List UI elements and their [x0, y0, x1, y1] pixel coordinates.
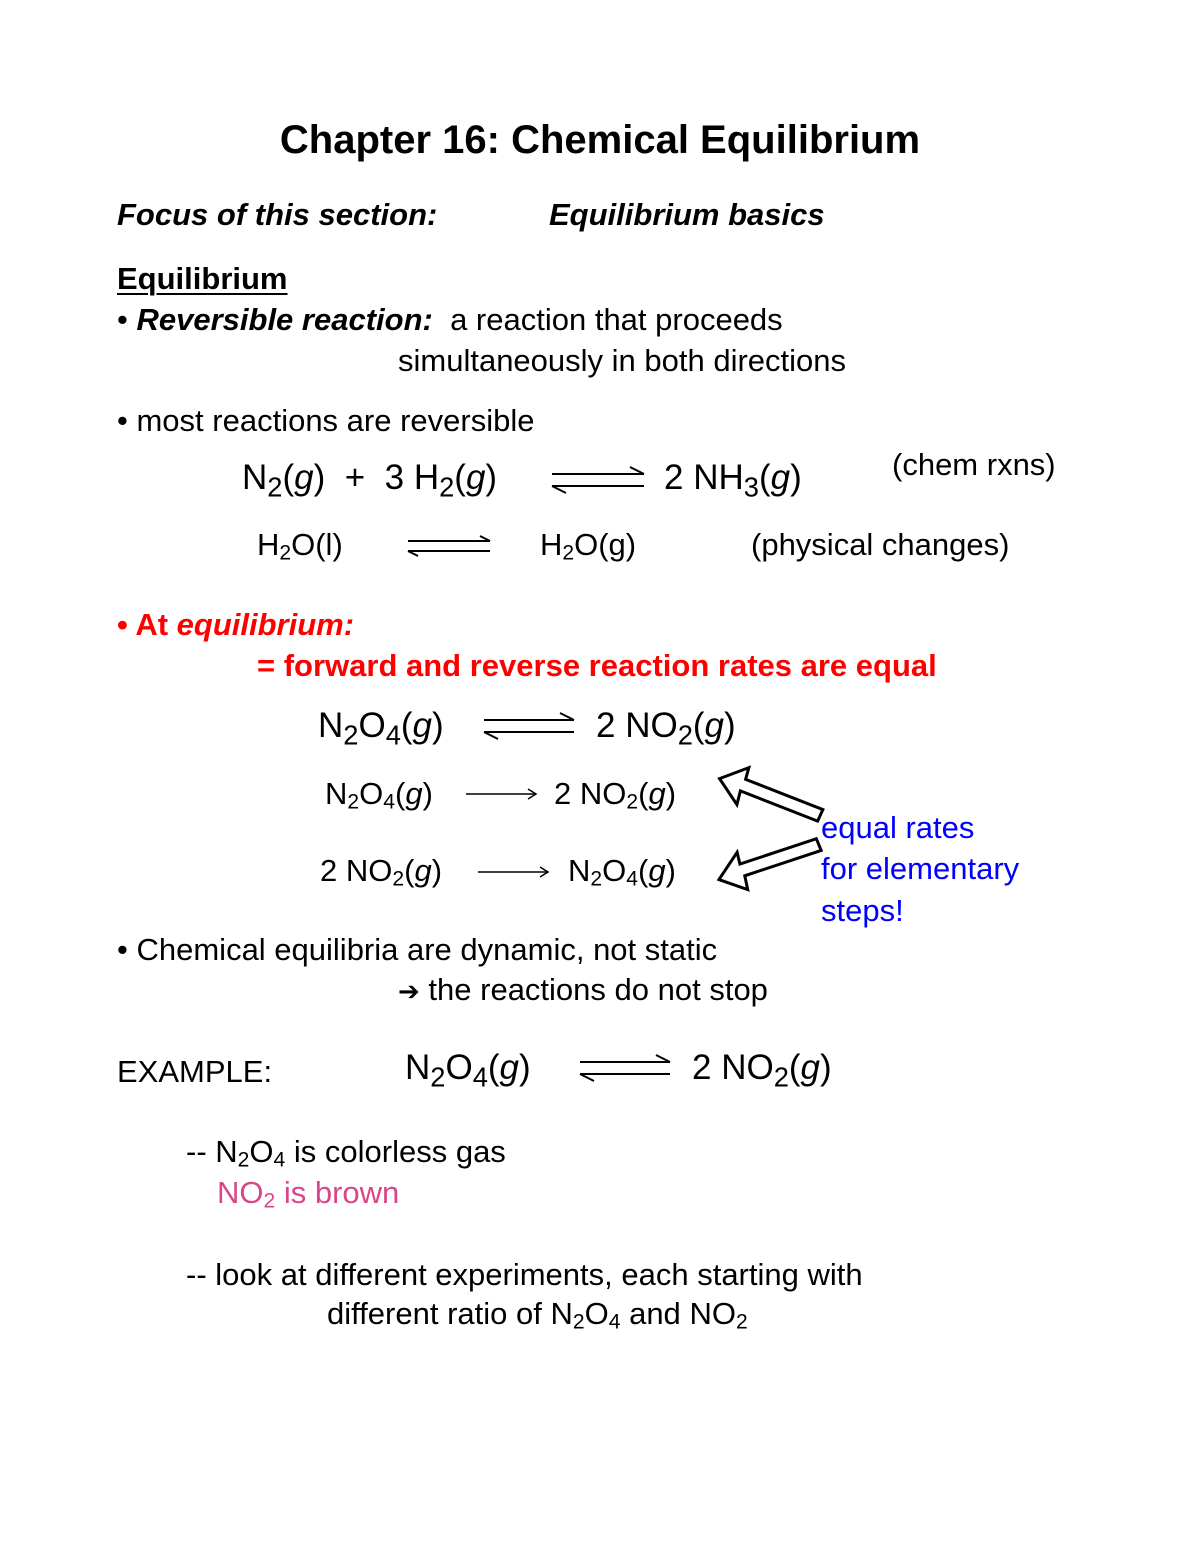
n2o4-equilibrium-left: $N_2O_4(g)$ [318, 706, 444, 751]
equilibrium-arrow-icon [550, 466, 646, 494]
equilibrium-arrow-icon [482, 712, 576, 740]
bullet: • [117, 403, 128, 438]
dynamic-line2: ➔ the reactions do not stop [398, 972, 768, 1007]
reverse-step-right: $N_2O_4(g)$ [568, 853, 676, 891]
phys-reaction-right: $H_2O(g)$ [540, 527, 637, 565]
block-arrow-upper-icon [712, 768, 822, 830]
annotation-line2: for elementary [821, 851, 1020, 886]
block-arrow-lower-icon [712, 836, 822, 894]
annotation-line3: steps! [821, 893, 904, 928]
example-note-ratio: different ratio of $N_2O_4$ and $NO_2$ [327, 1296, 748, 1334]
example-note-brown: $NO_2$ is brown [217, 1175, 400, 1213]
chem-reaction-right: 2 $NH_3(g)$ [664, 458, 802, 503]
most-reversible-text: most reactions are reversible [136, 403, 535, 438]
reversible-term: Reversible reaction: [136, 302, 433, 337]
bullet: • [117, 302, 128, 337]
reversible-definition [117, 304, 783, 335]
at-equilibrium-heading: • At equilibrium: [117, 607, 355, 642]
focus-value: Equilibrium basics [549, 197, 825, 232]
equilibrium-arrow-icon [578, 1054, 672, 1082]
forward-step-left: $N_2O_4(g)$ [325, 776, 433, 814]
equilibrium-arrow-icon [406, 536, 492, 556]
page-title: Chapter 16: Chemical Equilibrium [279, 118, 921, 162]
annotation-line1: equal rates [821, 810, 975, 845]
example-note-experiments: -- look at different experiments, each starting with [186, 1257, 863, 1292]
forward-step-right: 2 $NO_2(g)$ [554, 776, 677, 814]
at-equilibrium-statement: = forward and reverse reaction rates are equal [257, 648, 937, 683]
reversible-definition-line2: simultaneously in both directions [398, 343, 847, 378]
reverse-step-left: 2 $NO_2(g)$ [320, 853, 443, 891]
phys-reaction-left: $H_2O(l)$ [257, 527, 343, 565]
focus-label: Focus of this section: [117, 197, 438, 232]
chem-rxn-note: (chem rxns) [892, 447, 1056, 482]
section-heading: Equilibrium [117, 261, 288, 296]
right-arrow-icon: ➔ [398, 977, 420, 1007]
example-reaction-right: 2 $NO_2(g)$ [692, 1048, 832, 1093]
example-reaction-left: $N_2O_4(g)$ [405, 1048, 531, 1093]
example-label: EXAMPLE: [117, 1054, 273, 1089]
phys-rxn-note: (physical changes) [751, 527, 1010, 562]
example-note-colorless: -- $N_2O_4$ is colorless gas [186, 1134, 506, 1172]
n2o4-equilibrium-right: 2 $NO_2(g)$ [596, 706, 736, 751]
reversible-definition-line1: a reaction that proceeds [450, 302, 783, 337]
most-reversible [117, 405, 534, 436]
forward-arrow-icon [478, 866, 550, 878]
dynamic-line1: • Chemical equilibria are dynamic, not static [117, 932, 718, 967]
chem-reaction-left: $N_2(g) + 3$ $H_2(g)$ [242, 458, 498, 503]
forward-arrow-icon [466, 788, 538, 800]
